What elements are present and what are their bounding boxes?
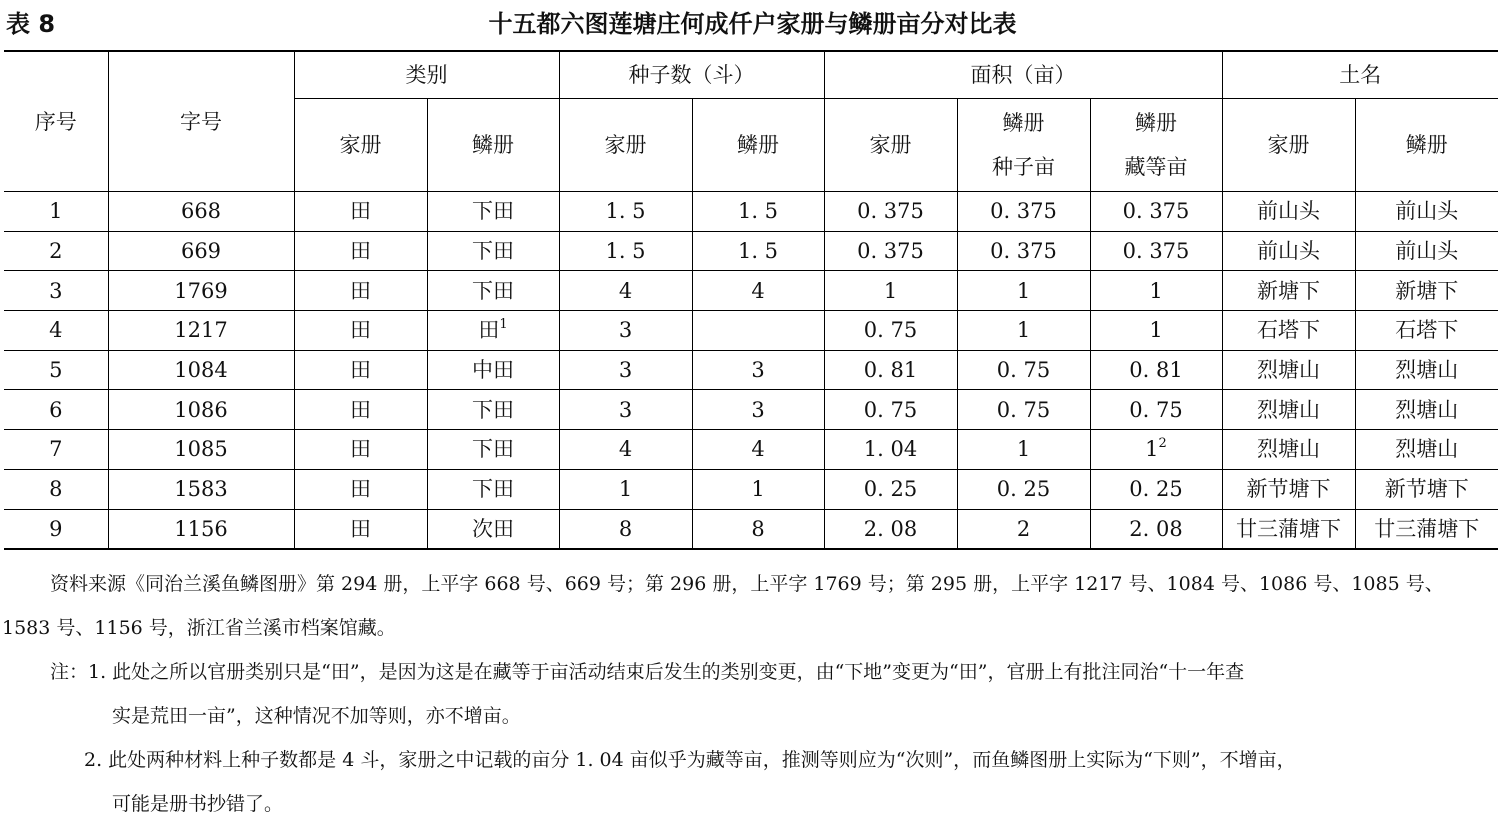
cell-place-linche xyxy=(1355,231,1498,271)
cell-category-jiace xyxy=(294,311,427,351)
cell-value: 田 xyxy=(350,318,371,343)
cell-zi xyxy=(108,469,294,509)
cell-seq xyxy=(4,192,108,232)
cell-seed-linche xyxy=(692,231,824,271)
table-row xyxy=(4,509,1498,549)
cell-value: 4 xyxy=(751,437,765,462)
cell-value: 8 xyxy=(49,477,63,502)
cell-area-jiace xyxy=(824,509,957,549)
cell-area-jiace xyxy=(824,350,957,390)
cell-seed-linche xyxy=(692,192,824,232)
cell-value: 1. 5 xyxy=(737,199,779,224)
table-row xyxy=(4,430,1498,470)
cell-value: 4 xyxy=(49,318,63,343)
cell-place-jiace xyxy=(1222,231,1355,271)
cell-value: 0. 25 xyxy=(863,477,918,502)
cell-seed-linche xyxy=(692,430,824,470)
cell-value: 新节塘下 xyxy=(1246,477,1331,502)
cell-value: 1. 5 xyxy=(605,239,646,264)
cell-place-linche xyxy=(1355,350,1498,390)
cell-area-jiace xyxy=(824,390,957,430)
cell-area-lin-cang-mu xyxy=(1090,350,1222,390)
cell-place-linche xyxy=(1355,430,1498,470)
cell-area-lin-seed-mu xyxy=(957,231,1090,271)
cell-value: 4 xyxy=(751,278,765,303)
cell-area-lin-cang-mu xyxy=(1090,390,1222,430)
footnote-marker: 1 xyxy=(499,317,508,333)
cell-zi xyxy=(108,231,294,271)
note-1-continued: 实是荒田一亩”，这种情况不加等则，亦不增亩。 xyxy=(112,705,521,727)
cell-value: 1583 xyxy=(174,477,228,502)
comparison-table xyxy=(4,50,1498,550)
cell-category-jiace xyxy=(294,231,427,271)
cell-value: 田 xyxy=(350,239,371,264)
cell-value: 烈塘山 xyxy=(1257,397,1321,422)
cell-seed-linche xyxy=(692,469,824,509)
cell-seed-linche xyxy=(692,390,824,430)
note-2: 2. 此处两种材料上种子数都是 4 斗，家册之中记载的亩分 1. 04 亩似乎为藏等亩，推测等则应为“次则”，而鱼鳞图册上实际为“下则”，不增亩， xyxy=(84,749,1296,771)
cell-area-jiace xyxy=(824,271,957,311)
cell-value: 6 xyxy=(49,397,63,422)
cell-value: 下田 xyxy=(472,239,514,264)
cell-zi xyxy=(108,311,294,351)
cell-category-jiace xyxy=(294,350,427,390)
table-row xyxy=(4,231,1498,271)
cell-value: 1 xyxy=(1149,278,1163,303)
cell-seq xyxy=(4,350,108,390)
cell-zi xyxy=(108,271,294,311)
cell-value: 0. 375 xyxy=(990,199,1057,224)
cell-area-lin-seed-mu xyxy=(957,350,1090,390)
cell-value: 0. 25 xyxy=(1129,477,1183,502)
cell-area-lin-seed-mu xyxy=(957,311,1090,351)
cell-value: 7 xyxy=(49,437,63,462)
cell-place-jiace xyxy=(1222,192,1355,232)
cell-place-jiace xyxy=(1222,390,1355,430)
cell-value: 5 xyxy=(49,358,63,383)
table-row xyxy=(4,390,1498,430)
cell-seed-linche xyxy=(692,271,824,311)
cell-value: 8 xyxy=(751,516,765,541)
cell-value: 8 xyxy=(618,516,633,541)
cell-category-linche xyxy=(427,509,559,549)
cell-seq xyxy=(4,231,108,271)
cell-value: 1 xyxy=(1016,318,1031,343)
cell-value: 1. 04 xyxy=(863,437,918,462)
cell-value: 0. 75 xyxy=(863,318,918,343)
cell-value: 0. 375 xyxy=(1122,239,1190,264)
cell-place-linche xyxy=(1355,192,1498,232)
cell-value: 中田 xyxy=(472,358,514,383)
cell-value: 9 xyxy=(49,516,63,541)
notes xyxy=(0,562,1505,826)
cell-category-jiace xyxy=(294,192,427,232)
table-label: 表 8 xyxy=(6,10,56,38)
cell-category-jiace xyxy=(294,509,427,549)
cell-seq xyxy=(4,509,108,549)
cell-category-linche xyxy=(427,350,559,390)
cell-seed-linche xyxy=(692,311,824,351)
cell-place-jiace xyxy=(1222,350,1355,390)
cell-value: 0. 75 xyxy=(1129,397,1183,422)
header-seed-jiace: 家册 xyxy=(559,99,692,192)
cell-seed-jiace xyxy=(559,390,692,430)
cell-value: 田 xyxy=(350,358,371,383)
cell-value: 田 xyxy=(478,318,500,343)
cell-value: 田 xyxy=(350,516,371,541)
cell-value: 1769 xyxy=(174,278,228,303)
cell-value: 1 xyxy=(1016,278,1031,303)
table-body xyxy=(4,192,1498,549)
cell-seq xyxy=(4,311,108,351)
source-line: 资料来源《同治兰溪鱼鳞图册》第 294 册，上平字 668 号、669 号；第 296 册，上平字 1769 号；第 295 册，上平字 1217 号、1084 号、1086 号、1085 号、 xyxy=(50,573,1444,595)
footnote-marker: 2 xyxy=(1158,436,1167,452)
cell-value: 3 xyxy=(618,358,633,383)
cell-value: 1 xyxy=(1145,437,1159,462)
cell-value: 0. 75 xyxy=(996,397,1051,422)
cell-seq xyxy=(4,430,108,470)
cell-value: 4 xyxy=(618,278,633,303)
cell-value: 1 xyxy=(751,477,765,502)
cell-value: 1. 5 xyxy=(737,239,779,264)
table-title: 十五都六图莲塘庄何成仟户家册与鳞册亩分对比表 xyxy=(488,10,1017,38)
cell-value: 烈塘山 xyxy=(1395,397,1459,422)
cell-value: 新节塘下 xyxy=(1384,477,1469,502)
cell-seed-linche xyxy=(692,509,824,549)
cell-place-linche xyxy=(1355,390,1498,430)
cell-value: 0. 375 xyxy=(857,239,924,264)
cell-zi xyxy=(108,430,294,470)
header-place-jiace: 家册 xyxy=(1222,99,1355,192)
cell-category-jiace xyxy=(294,390,427,430)
cell-area-lin-cang-mu xyxy=(1090,311,1222,351)
cell-area-lin-cang-mu xyxy=(1090,192,1222,232)
heading xyxy=(0,0,1505,44)
cell-seed-jiace xyxy=(559,509,692,549)
cell-area-lin-seed-mu xyxy=(957,271,1090,311)
cell-value: 1156 xyxy=(174,516,228,541)
cell-value: 3 xyxy=(618,397,633,422)
cell-category-linche xyxy=(427,192,559,232)
header-line: 鳞册 xyxy=(1002,111,1045,135)
cell-seed-jiace xyxy=(559,350,692,390)
cell-value: 669 xyxy=(180,239,222,264)
cell-seed-jiace xyxy=(559,430,692,470)
cell-zi xyxy=(108,509,294,549)
cell-place-linche xyxy=(1355,509,1498,549)
header-row-1 xyxy=(4,51,1498,99)
cell-value: 1086 xyxy=(174,397,228,422)
cell-value: 廿三蒲塘下 xyxy=(1236,516,1342,541)
cell-value: 3 xyxy=(618,318,633,343)
cell-value: 1 xyxy=(49,199,63,224)
cell-value: 田 xyxy=(350,278,371,303)
cell-value: 新塘下 xyxy=(1395,278,1459,303)
cell-value: 1 xyxy=(1149,318,1163,343)
cell-value: 石塔下 xyxy=(1257,318,1321,343)
cell-value: 前山头 xyxy=(1395,199,1459,224)
cell-area-lin-seed-mu xyxy=(957,192,1090,232)
cell-value: 前山头 xyxy=(1395,239,1459,264)
header-category: 类别 xyxy=(294,51,559,99)
cell-value: 田 xyxy=(350,437,371,462)
cell-area-jiace xyxy=(824,192,957,232)
cell-value: 4 xyxy=(618,437,633,462)
cell-value: 0. 81 xyxy=(863,358,918,383)
cell-value: 廿三蒲塘下 xyxy=(1374,516,1480,541)
cell-value: 0. 25 xyxy=(996,477,1051,502)
cell-area-lin-cang-mu xyxy=(1090,430,1222,470)
table-row xyxy=(4,350,1498,390)
cell-seq xyxy=(4,390,108,430)
cell-value: 石塔下 xyxy=(1395,318,1459,343)
header-area-lin-cang-mu xyxy=(1090,99,1222,192)
cell-value: 0. 375 xyxy=(990,239,1057,264)
cell-value: 下田 xyxy=(472,397,514,422)
cell-category-linche xyxy=(427,271,559,311)
cell-value: 3 xyxy=(49,278,63,303)
cell-zi xyxy=(108,192,294,232)
cell-place-linche xyxy=(1355,469,1498,509)
cell-area-lin-cang-mu xyxy=(1090,509,1222,549)
cell-area-jiace xyxy=(824,231,957,271)
cell-area-lin-seed-mu xyxy=(957,469,1090,509)
header-category-linche: 鳞册 xyxy=(427,99,559,192)
cell-seed-jiace xyxy=(559,469,692,509)
cell-value: 668 xyxy=(180,199,222,224)
cell-place-linche xyxy=(1355,311,1498,351)
cell-area-lin-seed-mu xyxy=(957,430,1090,470)
header-area: 面积（亩） xyxy=(824,51,1222,99)
header-category-jiace: 家册 xyxy=(294,99,427,192)
cell-seed-linche xyxy=(692,350,824,390)
cell-value: 烈塘山 xyxy=(1257,437,1321,462)
table-row xyxy=(4,311,1498,351)
cell-seed-jiace xyxy=(559,192,692,232)
cell-area-lin-cang-mu xyxy=(1090,469,1222,509)
cell-value: 0. 375 xyxy=(857,199,924,224)
cell-category-jiace xyxy=(294,271,427,311)
cell-area-lin-seed-mu xyxy=(957,390,1090,430)
cell-place-jiace xyxy=(1222,271,1355,311)
cell-place-jiace xyxy=(1222,509,1355,549)
cell-seq xyxy=(4,271,108,311)
cell-place-jiace xyxy=(1222,469,1355,509)
cell-value: 3 xyxy=(751,397,765,422)
cell-value: 烈塘山 xyxy=(1395,437,1459,462)
cell-value: 田 xyxy=(350,199,371,224)
cell-area-lin-cang-mu xyxy=(1090,231,1222,271)
cell-value: 次田 xyxy=(472,516,514,541)
cell-place-jiace xyxy=(1222,430,1355,470)
cell-zi xyxy=(108,390,294,430)
cell-value: 田 xyxy=(350,397,371,422)
header-seq: 序号 xyxy=(4,51,108,192)
cell-value: 1217 xyxy=(174,318,228,343)
header-line: 鳞册 xyxy=(1135,111,1177,135)
cell-area-lin-seed-mu xyxy=(957,509,1090,549)
header-line: 藏等亩 xyxy=(1124,155,1188,179)
cell-category-linche xyxy=(427,430,559,470)
cell-value: 下田 xyxy=(472,199,514,224)
cell-seed-jiace xyxy=(559,311,692,351)
cell-value: 新塘下 xyxy=(1257,278,1321,303)
cell-value: 1 xyxy=(883,278,898,303)
cell-value: 0. 375 xyxy=(1122,199,1190,224)
table-row xyxy=(4,469,1498,509)
header-zi: 字号 xyxy=(108,51,294,192)
note-2-continued: 可能是册书抄错了。 xyxy=(112,793,284,815)
header-area-jiace: 家册 xyxy=(824,99,957,192)
cell-value: 前山头 xyxy=(1257,239,1321,264)
cell-area-jiace xyxy=(824,311,957,351)
cell-value: 3 xyxy=(751,358,765,383)
cell-value: 0. 75 xyxy=(863,397,918,422)
cell-value: 2 xyxy=(1016,516,1031,541)
cell-seed-jiace xyxy=(559,271,692,311)
cell-value: 下田 xyxy=(472,278,514,303)
cell-category-linche xyxy=(427,311,559,351)
cell-area-jiace xyxy=(824,430,957,470)
cell-area-jiace xyxy=(824,469,957,509)
cell-value: 前山头 xyxy=(1257,199,1321,224)
header-place-linche: 鳞册 xyxy=(1355,99,1498,192)
cell-value: 0. 81 xyxy=(1129,358,1183,383)
cell-place-jiace xyxy=(1222,311,1355,351)
note-1: 注：1. 此处之所以官册类别只是“田”，是因为这是在藏等于亩活动结束后发生的类别变更，由“下地”变更为“田”，官册上有批注同治“十一年查 xyxy=(50,661,1245,683)
cell-value: 2. 08 xyxy=(863,516,918,541)
cell-value: 1. 5 xyxy=(605,199,646,224)
cell-zi xyxy=(108,350,294,390)
cell-category-linche xyxy=(427,390,559,430)
table-row xyxy=(4,271,1498,311)
cell-place-linche xyxy=(1355,271,1498,311)
source-line: 1583 号、1156 号，浙江省兰溪市档案馆藏。 xyxy=(2,617,396,639)
cell-value: 下田 xyxy=(472,477,514,502)
cell-seed-jiace xyxy=(559,231,692,271)
table-row xyxy=(4,192,1498,232)
cell-area-lin-cang-mu xyxy=(1090,271,1222,311)
cell-category-linche xyxy=(427,231,559,271)
cell-category-jiace xyxy=(294,469,427,509)
cell-value: 烈塘山 xyxy=(1257,358,1321,383)
cell-value: 田 xyxy=(350,477,371,502)
cell-value: 1 xyxy=(618,477,633,502)
cell-value: 下田 xyxy=(472,437,514,462)
cell-value: 1084 xyxy=(174,358,228,383)
cell-seq xyxy=(4,469,108,509)
header-seed-linche: 鳞册 xyxy=(692,99,824,192)
cell-value: 烈塘山 xyxy=(1395,358,1459,383)
cell-value: 1085 xyxy=(174,437,228,462)
cell-value: 2 xyxy=(49,239,63,264)
cell-value: 1 xyxy=(1016,437,1031,462)
header-seed: 种子数（斗） xyxy=(559,51,824,99)
cell-category-jiace xyxy=(294,430,427,470)
cell-value: 2. 08 xyxy=(1129,516,1183,541)
header-line: 种子亩 xyxy=(992,155,1055,179)
header-place: 土名 xyxy=(1222,51,1498,99)
cell-value: 0. 75 xyxy=(996,358,1051,383)
cell-category-linche xyxy=(427,469,559,509)
header-area-lin-seed-mu xyxy=(957,99,1090,192)
